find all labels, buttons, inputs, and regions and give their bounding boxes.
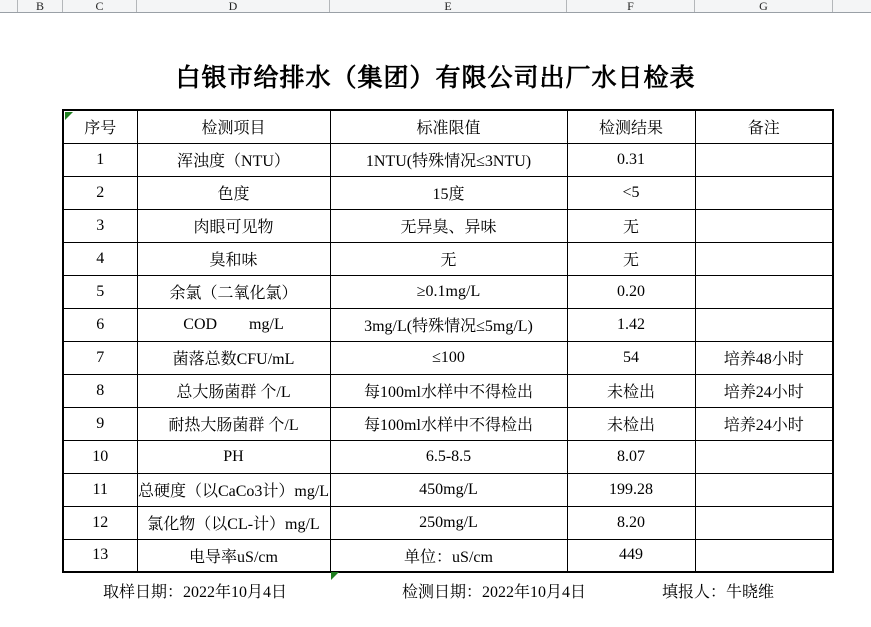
cell-limit[interactable]: ≤100 — [330, 341, 567, 374]
column-header-b[interactable]: B — [18, 0, 63, 12]
cell-item[interactable]: 菌落总数CFU/mL — [137, 341, 330, 374]
cell-no[interactable]: 10 — [63, 440, 137, 473]
cell-no[interactable]: 9 — [63, 407, 137, 440]
cell-no[interactable]: 6 — [63, 308, 137, 341]
cell-remark[interactable] — [695, 308, 833, 341]
cell-no[interactable]: 13 — [63, 539, 137, 572]
cell-limit[interactable]: ≥0.1mg/L — [330, 275, 567, 308]
cell-remark[interactable] — [695, 209, 833, 242]
cell-result[interactable]: 未检出 — [567, 374, 695, 407]
cell-remark[interactable] — [695, 506, 833, 539]
cell-limit[interactable]: 单位：uS/cm — [330, 539, 567, 572]
column-header-f[interactable]: F — [567, 0, 695, 12]
cell-item[interactable]: 耐热大肠菌群 个/L — [137, 407, 330, 440]
cell-limit[interactable]: 无 — [330, 242, 567, 275]
cell-no[interactable]: 4 — [63, 242, 137, 275]
table-row — [63, 308, 833, 341]
cell-limit[interactable]: 3mg/L(特殊情况≤5mg/L) — [330, 308, 567, 341]
cell-limit[interactable]: 每100ml水样中不得检出 — [330, 374, 567, 407]
cell-item[interactable]: 肉眼可见物 — [137, 209, 330, 242]
cell-result[interactable]: 449 — [567, 539, 695, 572]
table-row — [63, 275, 833, 308]
cell-result[interactable]: 8.20 — [567, 506, 695, 539]
sheet-title: 白银市给排水（集团）有限公司出厂水日检表 — [175, 65, 696, 92]
test-date-text[interactable]: 检测日期：2022年10月4日 — [402, 584, 587, 601]
cell-result[interactable]: 8.07 — [567, 440, 695, 473]
cell-no[interactable]: 8 — [63, 374, 137, 407]
table-row — [63, 242, 833, 275]
cell-no[interactable]: 11 — [63, 473, 137, 506]
cell-limit[interactable]: 无异臭、异味 — [330, 209, 567, 242]
cell-limit[interactable]: 1NTU(特殊情况≤3NTU) — [330, 143, 567, 176]
header-cell-item[interactable]: 检测项目 — [137, 110, 330, 143]
cell-result[interactable]: 0.20 — [567, 275, 695, 308]
table-row — [63, 209, 833, 242]
header-cell-remark[interactable]: 备注 — [695, 110, 833, 143]
sampling-date-text[interactable]: 取样日期：2022年10月4日 — [103, 584, 288, 601]
cell-item[interactable]: 色度 — [137, 176, 330, 209]
column-header-c[interactable]: C — [63, 0, 137, 12]
cell-remark[interactable] — [695, 440, 833, 473]
table-row — [63, 506, 833, 539]
column-header-e[interactable]: E — [330, 0, 567, 12]
table-row — [63, 176, 833, 209]
cell-no[interactable]: 5 — [63, 275, 137, 308]
table-row — [63, 374, 833, 407]
header-cell-no[interactable]: 序号 — [63, 110, 137, 143]
column-header-h[interactable] — [833, 0, 871, 12]
column-letter-strip — [0, 0, 871, 13]
cell-remark[interactable]: 培养24小时 — [695, 407, 833, 440]
reporter-text[interactable]: 填报人：牛晓维 — [662, 584, 775, 601]
cell-remark[interactable]: 培养48小时 — [695, 341, 833, 374]
cell-item[interactable]: 臭和味 — [137, 242, 330, 275]
cell-result[interactable]: 未检出 — [567, 407, 695, 440]
cell-remark[interactable] — [695, 143, 833, 176]
cell-item[interactable]: 氯化物（以CL-计）mg/L — [137, 506, 330, 539]
cell-result[interactable]: 无 — [567, 209, 695, 242]
column-header-a[interactable] — [0, 0, 18, 12]
cell-no[interactable]: 2 — [63, 176, 137, 209]
cell-item[interactable]: PH — [137, 440, 330, 473]
column-header-g[interactable]: G — [695, 0, 833, 12]
cell-remark[interactable] — [695, 473, 833, 506]
table-row — [63, 440, 833, 473]
table-row — [63, 473, 833, 506]
daily-inspection-table — [62, 109, 834, 573]
table-row — [63, 143, 833, 176]
cell-result[interactable]: 199.28 — [567, 473, 695, 506]
cell-no[interactable]: 1 — [63, 143, 137, 176]
cell-remark[interactable] — [695, 275, 833, 308]
cell-result[interactable]: 1.42 — [567, 308, 695, 341]
column-header-d[interactable]: D — [137, 0, 330, 12]
cell-no[interactable]: 3 — [63, 209, 137, 242]
cell-item[interactable]: 余氯（二氧化氯） — [137, 275, 330, 308]
cell-no[interactable]: 12 — [63, 506, 137, 539]
cell-limit[interactable]: 15度 — [330, 176, 567, 209]
cell-remark[interactable] — [695, 176, 833, 209]
inspection-table-body — [63, 143, 833, 572]
cell-remark[interactable] — [695, 539, 833, 572]
header-cell-limit[interactable]: 标准限值 — [330, 110, 567, 143]
cell-result[interactable]: <5 — [567, 176, 695, 209]
cell-item[interactable]: COD mg/L — [137, 308, 330, 341]
cell-limit[interactable]: 250mg/L — [330, 506, 567, 539]
header-cell-result[interactable]: 检测结果 — [567, 110, 695, 143]
cell-item[interactable]: 浑浊度（NTU） — [137, 143, 330, 176]
cell-limit[interactable]: 450mg/L — [330, 473, 567, 506]
table-row — [63, 341, 833, 374]
cell-remark[interactable] — [695, 242, 833, 275]
table-row — [63, 539, 833, 572]
table-row — [63, 407, 833, 440]
cell-item[interactable]: 总大肠菌群 个/L — [137, 374, 330, 407]
cell-result[interactable]: 0.31 — [567, 143, 695, 176]
cell-limit[interactable]: 每100ml水样中不得检出 — [330, 407, 567, 440]
table-header-row — [63, 110, 833, 143]
cell-result[interactable]: 无 — [567, 242, 695, 275]
cell-result[interactable]: 54 — [567, 341, 695, 374]
cell-item[interactable]: 总硬度（以CaCo3计）mg/L — [137, 473, 330, 506]
footer-line — [0, 579, 871, 599]
cell-no[interactable]: 7 — [63, 341, 137, 374]
cell-remark[interactable]: 培养24小时 — [695, 374, 833, 407]
cell-limit[interactable]: 6.5-8.5 — [330, 440, 567, 473]
cell-item[interactable]: 电导率uS/cm — [137, 539, 330, 572]
